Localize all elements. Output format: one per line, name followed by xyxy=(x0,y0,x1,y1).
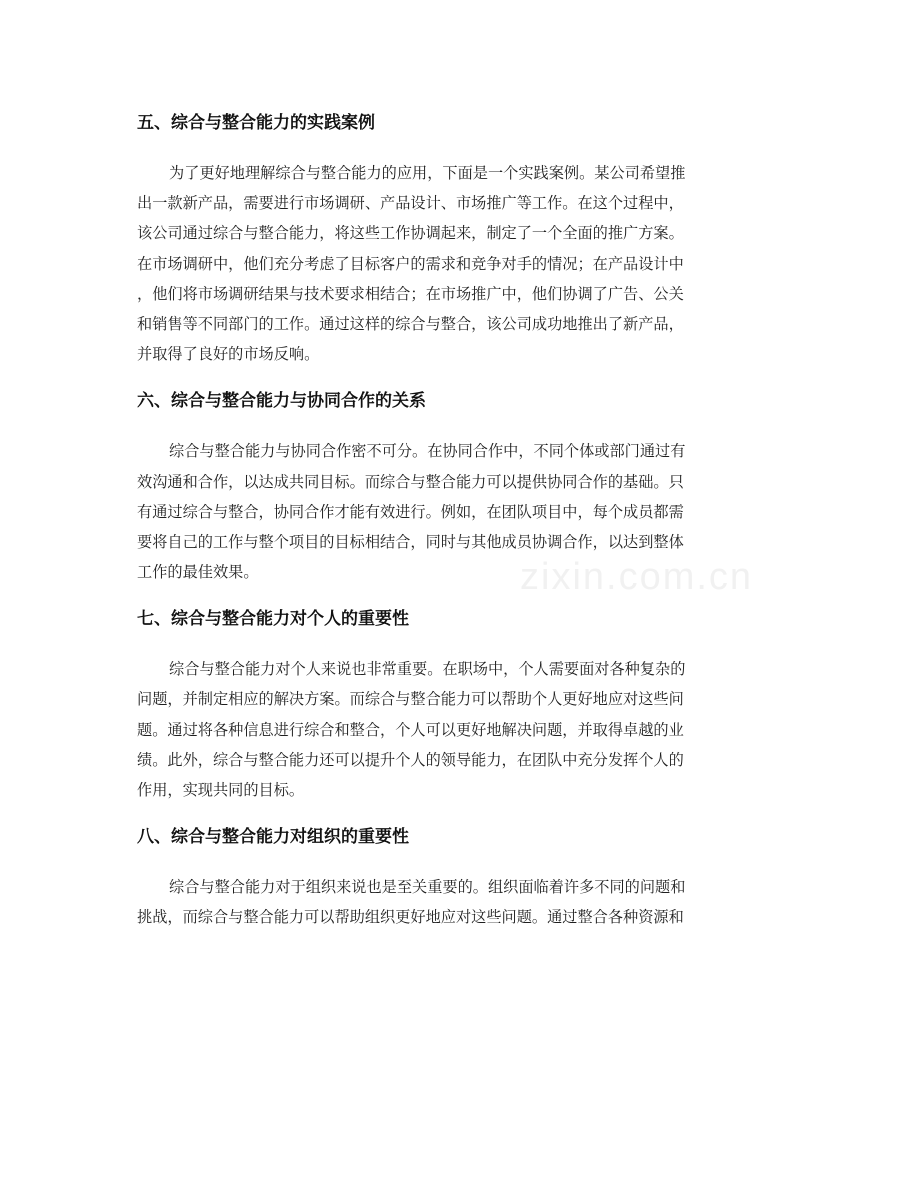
text-line: 在市场调研中，他们充分考虑了目标客户的需求和竞争对手的情况；在产品设计中 xyxy=(137,254,684,273)
text-line: 要将自己的工作与整个项目的目标相结合，同时与其他成员协调合作，以达到整体 xyxy=(137,532,684,551)
section-heading-6: 六、综合与整合能力与协同合作的关系 xyxy=(137,391,426,412)
section-paragraph-8 xyxy=(137,872,787,932)
text-line: 问题，并制定相应的解决方案。而综合与整合能力可以帮助个人更好地应对这些问 xyxy=(137,690,684,709)
section-heading-5: 五、综合与整合能力的实践案例 xyxy=(137,113,375,133)
section-heading-8: 八、综合与整合能力对组织的重要性 xyxy=(137,827,409,848)
document-body xyxy=(137,108,787,933)
text-line: 为了更好地理解综合与整合能力的应用，下面是一个实践案例。某公司希望推 xyxy=(169,164,686,182)
text-line: 并取得了良好的市场反响。 xyxy=(137,345,320,364)
section-paragraph-5 xyxy=(137,158,787,369)
text-line: ，他们将市场调研结果与技术要求相结合；在市场推广中，他们协调了广告、公关 xyxy=(137,284,684,303)
text-line: 和销售等不同部门的工作。通过这样的综合与整合，该公司成功地推出了新产品， xyxy=(137,314,684,333)
text-line: 效沟通和合作，以达成共同目标。而综合与整合能力可以提供协同合作的基础。只 xyxy=(137,472,684,491)
text-line: 挑战，而综合与整合能力可以帮助组织更好地应对这些问题。通过整合各种资源和 xyxy=(137,908,684,927)
text-line: 该公司通过综合与整合能力，将这些工作协调起来，制定了一个全面的推广方案。 xyxy=(137,224,684,243)
section-paragraph-7 xyxy=(137,654,787,805)
watermark: zixin.com.cn xyxy=(520,556,754,598)
text-line: 题。通过将各种信息进行综合和整合，个人可以更好地解决问题，并取得卓越的业 xyxy=(137,720,684,739)
text-line: 综合与整合能力对个人来说也非常重要。在职场中，个人需要面对各种复杂的 xyxy=(169,660,686,679)
text-line: 综合与整合能力对于组织来说也是至关重要的。组织面临着许多不同的问题和 xyxy=(169,878,686,897)
text-line: 工作的最佳效果。 xyxy=(137,563,259,582)
text-line: 作用，实现共同的目标。 xyxy=(137,781,305,799)
text-line: 综合与整合能力与协同合作密不可分。在协同合作中，不同个体或部门通过有 xyxy=(169,442,686,461)
text-line: 绩。此外，综合与整合能力还可以提升个人的领导能力，在团队中充分发挥个人的 xyxy=(137,750,684,769)
section-paragraph-6 xyxy=(137,436,787,587)
section-heading-7: 七、综合与整合能力对个人的重要性 xyxy=(137,609,409,630)
text-line: 出一款新产品，需要进行市场调研、产品设计、市场推广等工作。在这个过程中， xyxy=(137,194,684,213)
text-line: 有通过综合与整合，协同合作才能有效进行。例如，在团队项目中，每个成员都需 xyxy=(137,502,684,521)
